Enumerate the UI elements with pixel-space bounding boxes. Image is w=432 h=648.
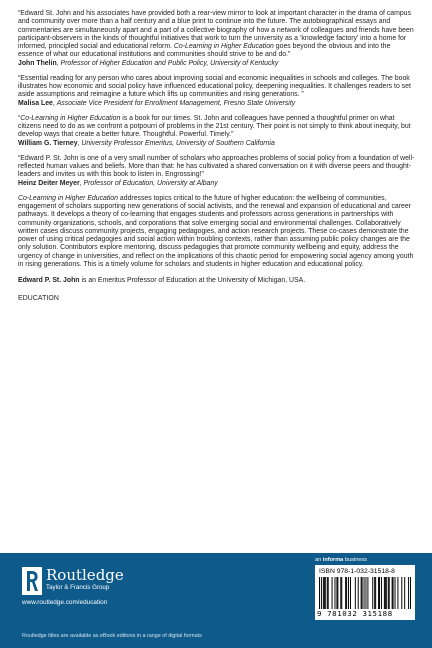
barcode-bar	[362, 577, 363, 609]
endorsement-quote: “Edward P. St. John is one of a very small number of scholars who approaches problems of social policy from a foundation of well-reflected human values and beliefs. More than that: he has cultivated a shared conversation on it with diverse peers and thought-leaders and invites us with this book to listen in. Engrossing!” Heinz Deiter Meyer, Professor of Education, University at Albany	[18, 154, 415, 187]
barcode-bar	[321, 577, 322, 609]
barcode-bar	[332, 577, 333, 609]
barcode-bar	[345, 577, 346, 609]
barcode-bar	[401, 577, 402, 609]
barcode-bar	[365, 577, 366, 609]
author-bio: Edward P. St. John is an Emeritus Professor of Education at the University of Michigan, USA.	[18, 277, 306, 284]
barcode-bar	[350, 577, 351, 609]
barcode-bar	[393, 577, 394, 609]
barcode-bar	[346, 577, 347, 609]
quote-attribution: William G. Tierney, University Professor Emeritus, University of Southern California	[18, 139, 275, 147]
barcode-bar	[392, 577, 393, 609]
barcode-bars	[319, 577, 411, 609]
publisher-name: Routledge	[46, 566, 124, 584]
barcode-bar	[385, 577, 386, 609]
book-description: Co-Learning in Higher Education addresses topics critical to the future of higher education: the wellbeing of communities, engagement of scholars supporting new generations of social activists, and the renewal and expansion of educational and career pathways. It develops a theory of co-learning that engages students and professors across generations in partnerships with community organizations, schools, and corporations that solve emerging social and environmental challenges. Collaboratively written cases discuss community projects, engaging pedagogies, and action research projects. These co-cases demonstrate the power of using critical pedagogies and social action within troubling contexts, rather than assuming public policy changes are the only solution. Contributors explore mentoring, discuss pedagogies that promote community wellbeing and equity, address the urgency of change in universities, and reflect on the implications of this chaotic period for empowering social agency among youth in rising generations. This is a timely volume for scholars and students in higher education and educational policy.	[18, 194, 414, 268]
barcode-bar	[328, 577, 329, 609]
barcode-bar	[323, 577, 324, 609]
barcode-bar	[327, 577, 328, 609]
barcode-bar	[336, 577, 337, 609]
informa-business-label: an informa business	[315, 557, 367, 563]
publisher-group: Taylor & Francis Group	[46, 584, 110, 591]
barcode-bar	[325, 577, 326, 609]
quote-attribution: Heinz Deiter Meyer, Professor of Education, University at Albany	[18, 179, 218, 187]
barcode-bar	[324, 577, 325, 609]
barcode-bar	[384, 577, 385, 609]
barcode-bar	[408, 577, 409, 609]
barcode-bar	[358, 577, 359, 609]
ebook-note: Routledge titles are available as eBook editions in a range of digital formats	[22, 633, 202, 639]
barcode-bar	[364, 577, 365, 609]
cover-text	[18, 10, 416, 304]
barcode-bar	[375, 577, 376, 609]
barcode	[315, 565, 415, 620]
publisher-footer	[0, 553, 432, 648]
endorsement-quote: “Edward St. John and his associates have provided both a rear-view mirror to look at important character in the drama of campus and community over more than a half century and a blue print to continue into the future. The autobiographical essays and commentaries are simultaneously apart and a part of a collective biography of how a network of colleagues and friends have been participant-observers in the kinds of thoughtful initiatives that work to turn the university as a ‘knowledge factory’ into a home for informed, principled social and educational reform. Co-Learning in Higher Education goes beyond the obvious and into the essence of what our educational institutions and communities should strive to be and do.” John Thelin, Professor of Higher Education and Public Policy, University of Kentucky	[18, 10, 416, 68]
endorsement-quote: “Co-Learning in Higher Education is a book for our times. St. John and colleagues have penned a thoughtful primer on what citizens need to do as we confront a potpourri of problems in the 21st century. Their point is not simply to think about inequity, but develop ways that create a better future. Thoughtful. Powerful. Timely.” William G. Tierney, University Professor Emeritus, University of Southern California	[18, 115, 416, 148]
barcode-bar	[397, 577, 398, 609]
quote-attribution: John Thelin, Professor of Higher Education and Public Policy, University of Kentucky	[18, 59, 279, 67]
barcode-bar	[367, 577, 368, 609]
barcode-bar	[361, 577, 362, 609]
barcode-bar	[340, 577, 341, 609]
endorsement-quote: “Essential reading for any person who cares about improving social and economic inequalities in schools and colleges. The book illustrates how economic and social policy have influenced educational policy, deepening inequalities. It challenges readers to set aside assumptions and reimagine a future which lifts up communities and rising generations. ” Malisa Lee, Associate Vice President for Enrollment Management, Fresno State University	[18, 75, 416, 108]
barcode-bar	[395, 577, 396, 609]
barcode-digits: 9 781032 315188	[317, 609, 393, 618]
barcode-bar	[372, 577, 373, 609]
barcode-bar	[341, 577, 342, 609]
barcode-bar	[388, 577, 389, 609]
barcode-bar	[378, 577, 379, 609]
isbn-label: ISBN 978-1-032-31518-8	[319, 568, 395, 575]
quote-attribution: Malisa Lee, Associate Vice President for Enrollment Management, Fresno State University	[18, 99, 296, 107]
barcode-bar	[374, 577, 375, 609]
barcode-bar	[381, 577, 382, 609]
subject-category: EDUCATION	[18, 295, 59, 303]
barcode-bar	[355, 577, 356, 609]
publisher-url: www.routledge.com/education	[22, 599, 108, 606]
barcode-bar	[379, 577, 380, 609]
barcode-bar	[410, 577, 411, 609]
routledge-logo-icon	[22, 567, 42, 595]
barcode-bar	[386, 577, 387, 609]
barcode-bar	[404, 577, 405, 609]
barcode-bar	[319, 577, 320, 609]
barcode-bar	[334, 577, 335, 609]
barcode-bar	[348, 577, 349, 609]
barcode-bar	[337, 577, 338, 609]
barcode-bar	[389, 577, 390, 609]
